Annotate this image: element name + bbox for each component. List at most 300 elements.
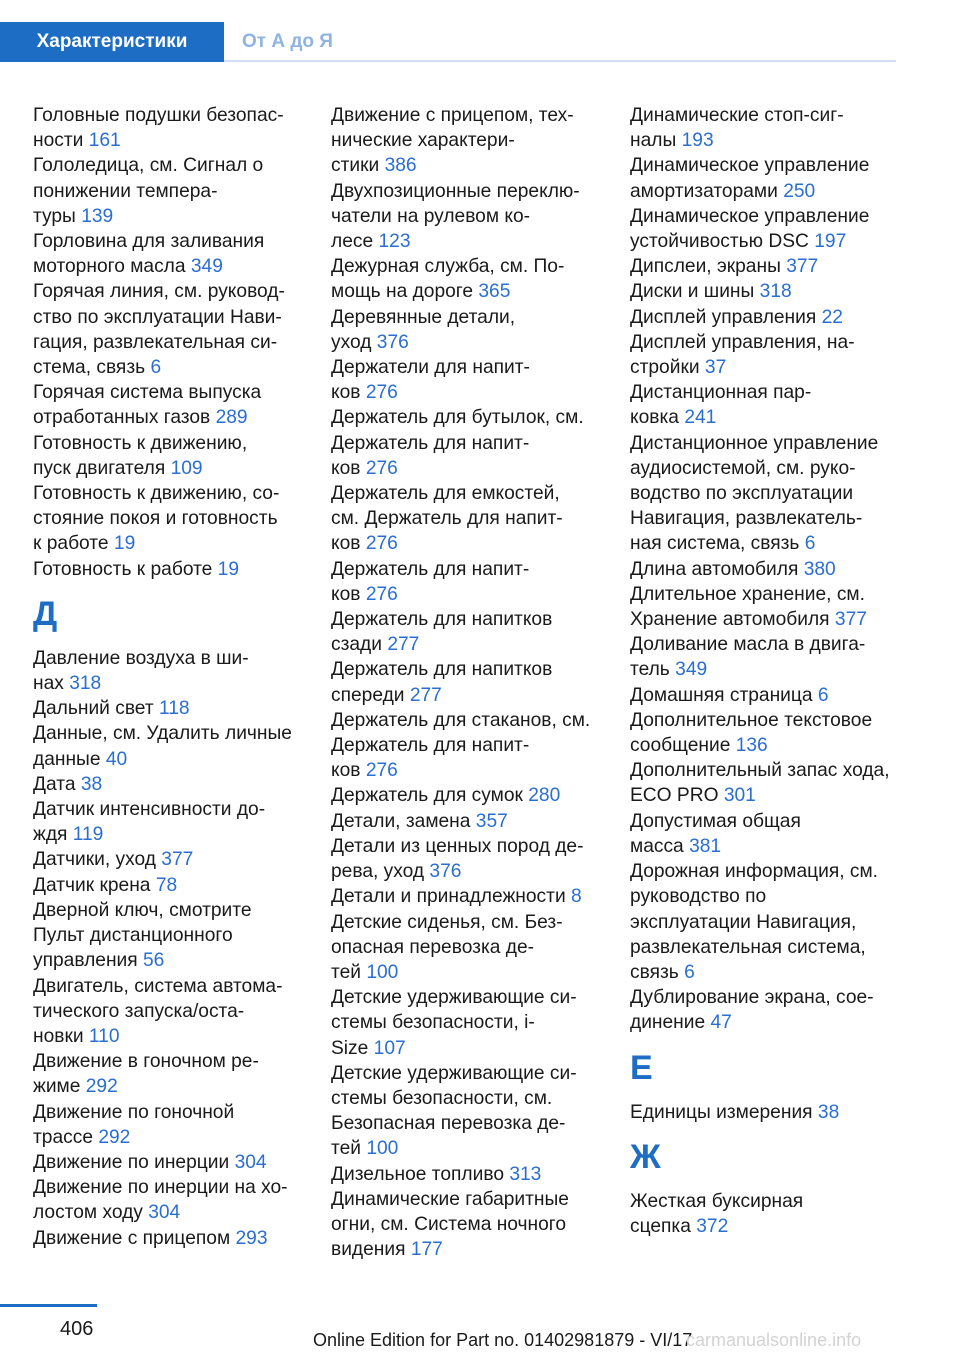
page-link[interactable]: 161 [88,130,121,152]
entry-text: Динамическое управление [630,155,870,177]
page-link[interactable]: 107 [373,1037,406,1059]
page-link[interactable]: 276 [365,533,398,555]
entry-text: Жесткая буксирная [630,1190,804,1212]
page-link[interactable]: 40 [105,748,128,770]
page-link[interactable]: 318 [69,673,102,695]
entry-text: жиме [33,1076,81,1098]
entry-text: Готовность к движению, [33,432,248,454]
index-entry [630,935,920,960]
index-entry [33,1150,323,1175]
index-entry [33,456,323,481]
page-link[interactable]: 386 [384,155,417,177]
entry-text: огни, см. Система ночного [331,1213,567,1235]
index-entry [33,1175,323,1200]
entry-text: налы [630,130,677,152]
index-entry [331,355,621,380]
entry-text: Деревянные детали, [331,306,516,328]
index-entry [630,557,920,582]
index-entry [630,330,920,355]
index-entry [33,380,323,405]
entry-text: ков [331,457,361,479]
index-entry [33,671,323,696]
section-letter: Е [630,1048,653,1087]
entry-text: Дополнительный запас хода, [630,760,890,782]
index-entry [33,279,323,304]
index-entry [331,1036,621,1061]
entry-text: Навигация, развлекатель- [630,508,863,530]
page-link[interactable]: 177 [410,1239,443,1261]
footer-accent-line [0,1304,97,1307]
entry-text: Домашняя страница [630,684,813,706]
page-link[interactable]: 376 [376,331,409,353]
index-entry [33,103,323,128]
index-entry [331,1212,621,1237]
page-link[interactable]: 19 [113,533,136,555]
index-entry [331,179,621,204]
entry-text: Пульт дистанционного [33,925,233,947]
page-link[interactable]: 47 [710,1012,732,1034]
entry-text: гация, развлекательная си- [33,331,278,353]
entry-text: Детские удерживающие си- [331,1062,577,1084]
entry-text: моторного масла [33,256,186,278]
index-entry [331,279,621,304]
entry-text: опасная перевозка де- [331,936,535,958]
page-link[interactable]: 304 [148,1202,181,1224]
entry-text: Готовность к движению, со- [33,483,280,505]
page-link[interactable]: 109 [170,457,203,479]
index-entry [331,254,621,279]
index-entry [33,1125,323,1150]
page-link[interactable]: 241 [684,407,717,429]
page-link[interactable]: 119 [72,824,104,846]
page-link[interactable]: 372 [696,1215,729,1237]
entry-text: Дверной ключ, смотрите [33,899,252,921]
entry-text: отработанных газов [33,407,211,429]
index-entry [33,1100,323,1125]
index-entry [630,153,920,178]
index-entry [33,204,323,229]
index-entry [331,103,621,128]
page-link[interactable]: 100 [366,961,399,983]
entry-text: Дизельное топливо [331,1163,504,1185]
index-column-3 [630,103,920,1239]
page-link[interactable]: 276 [365,457,398,479]
index-entry [630,380,920,405]
entry-text: Дата [33,773,76,795]
entry-text: Датчик крена [33,874,151,896]
entry-text: ков [331,760,361,782]
entry-text: Данные, см. Удалить личные [33,723,292,745]
index-entry [630,405,920,430]
index-column-2 [331,103,621,1262]
entry-text: Динамическое управление [630,205,870,227]
index-entry [630,305,920,330]
index-entry [630,456,920,481]
index-entry [630,204,920,229]
index-entry [331,985,621,1010]
index-entry [33,1024,323,1049]
entry-text: Держатель для напит- [331,558,530,580]
index-entry [33,1074,323,1099]
index-entry [630,758,920,783]
entry-text: масса [630,835,684,857]
index-entry [33,1200,323,1225]
entry-text: связь [630,961,679,983]
entry-text: аудиосистемой, см. руко- [630,457,856,479]
page-header [0,0,960,62]
entry-text: Детали, замена [331,810,471,832]
page-link[interactable]: 110 [88,1025,120,1047]
page-link[interactable]: 365 [478,281,511,303]
entry-text: ство по эксплуатации Нави- [33,306,282,328]
index-entry [331,708,621,733]
index-entry [33,128,323,153]
entry-text: ковка [630,407,679,429]
entry-text: Динамические габаритные [331,1188,569,1210]
index-entry [331,733,621,758]
index-entry [630,607,920,632]
entry-text: Диски и шины [630,281,755,303]
index-entry [630,229,920,254]
index-entry [630,809,920,834]
entry-text: Движение с прицепом [33,1227,231,1249]
entry-text: нах [33,673,64,695]
entry-text: Длина автомобиля [630,558,799,580]
entry-text: Дистанционная пар- [630,382,812,404]
entry-text: стояние покоя и готовность [33,508,278,530]
index-entry [33,405,323,430]
page-link[interactable]: 37 [704,357,727,379]
index-entry [33,355,323,380]
index-entry [33,646,323,671]
entry-text: Держатель для напит- [331,432,530,454]
page-link[interactable]: 349 [675,659,708,681]
index-entry [331,1086,621,1111]
index-entry [331,783,621,808]
index-entry [33,797,323,822]
entry-text: Держатель для напитков [331,609,553,631]
entry-text: Дежурная служба, см. По- [331,256,565,278]
entry-text: лесе [331,231,374,253]
index-entry [331,582,621,607]
index-entry [33,330,323,355]
page-link[interactable]: 56 [143,950,165,972]
entry-text: Головные подушки безопас- [33,105,284,126]
entry-text: Держатель для напит- [331,735,530,757]
index-entry [33,721,323,746]
entry-text: Горловина для заливания [33,231,265,253]
index-entry [33,898,323,923]
entry-text: ности [33,130,84,152]
page-link[interactable]: 38 [817,1101,840,1123]
entry-text: туры [33,205,76,227]
entry-text: данные [33,748,101,770]
index-entry [33,153,323,178]
index-entry [630,355,920,380]
entry-text: Движение по инерции на хо- [33,1177,288,1199]
page-link[interactable]: 313 [509,1163,542,1185]
page-link[interactable]: 19 [217,558,240,580]
index-entry [331,531,621,556]
index-entry [331,1237,621,1262]
index-entry [33,822,323,847]
index-entry [630,481,920,506]
index-entry [331,229,621,254]
entry-text: управления [33,950,138,972]
page-link[interactable]: 276 [365,382,398,404]
index-entry [630,179,920,204]
entry-text: Готовность к работе [33,558,213,580]
index-entry [331,1162,621,1187]
entry-text: Держатель для напитков [331,659,553,681]
index-entry [33,747,323,772]
page-link[interactable]: 304 [234,1151,267,1173]
page-link[interactable]: 377 [834,609,867,631]
page-link[interactable]: 78 [155,874,178,896]
page-link[interactable]: 197 [814,231,847,253]
entry-text: Длительное хранение, см. [630,583,865,605]
entry-text: Хранение автомобиля [630,609,830,631]
entry-text: ная система, связь [630,533,800,555]
page-link[interactable]: 193 [681,130,714,152]
index-entry [33,974,323,999]
entry-text: Детали и принадлежности [331,886,566,908]
page-link[interactable]: 277 [409,684,442,706]
page-link[interactable]: 293 [235,1227,268,1249]
index-entry [331,758,621,783]
page-link[interactable]: 276 [365,583,398,605]
page-link[interactable]: 123 [378,231,411,253]
entry-text: устойчивостью DSC [630,231,809,253]
entry-text: водство по эксплуатации [630,483,854,505]
page-link[interactable]: 292 [98,1126,131,1148]
entry-text: мощь на дороге [331,281,474,303]
entry-text: Держатель для стаканов, см. [331,709,591,731]
index-entry [630,884,920,909]
entry-text: тического запуска/оста- [33,1000,245,1022]
entry-text: Гололедица, см. Сигнал о [33,155,264,177]
page-link[interactable]: 381 [689,835,722,857]
entry-text: сообщение [630,735,731,757]
index-entry [331,683,621,708]
page-link[interactable]: 250 [783,180,816,202]
page-link[interactable]: 100 [366,1138,399,1160]
entry-text: сцепка [630,1215,691,1237]
entry-text: Движение с прицепом, тех- [331,105,574,126]
index-entry [630,254,920,279]
entry-text: стики [331,155,380,177]
entry-text: руководство по [630,886,767,908]
index-entry [630,1189,920,1214]
page-link[interactable]: 376 [429,861,462,883]
index-entry [630,960,920,985]
entry-text: Двигатель, система автома- [33,975,283,997]
entry-text: Дорожная информация, см. [630,861,879,883]
entry-text: Дисплей управления [630,306,817,328]
entry-text: развлекательная система, [630,936,866,958]
entry-text: лостом ходу [33,1202,143,1224]
entry-text: Дисплей управления, на- [630,331,855,353]
entry-text: рева, уход [331,861,425,883]
page-link[interactable]: 8 [571,886,582,908]
entry-text: пуск двигателя [33,457,166,479]
page-link[interactable]: 377 [786,256,819,278]
entry-text: спереди [331,684,405,706]
index-entry [630,582,920,607]
index-entry [331,128,621,153]
index-entry [331,1010,621,1035]
entry-text: Дипслеи, экраны [630,256,781,278]
index-entry [331,1136,621,1161]
entry-text: понижении темпера- [33,180,218,202]
entry-text: Детские удерживающие си- [331,987,577,1009]
entry-text: Держатель для бутылок, см. [331,407,584,429]
section-letter: Д [33,594,58,633]
page-link[interactable]: 318 [759,281,792,303]
page-link[interactable]: 277 [387,634,420,656]
page-link[interactable]: 276 [365,760,398,782]
index-entry [331,834,621,859]
entry-text: амортизаторами [630,180,778,202]
index-entry [630,1010,920,1035]
entry-text: сзади [331,634,382,656]
page-link[interactable]: 136 [735,735,768,757]
entry-text: динение [630,1012,706,1034]
entry-text: тей [331,961,361,983]
entry-text: стройки [630,357,700,379]
index-entry [331,431,621,456]
index-entry [33,1049,323,1074]
entry-text: ков [331,583,361,605]
index-entry [331,607,621,632]
entry-text: Держатель для емкостей, [331,483,560,505]
index-entry [331,809,621,834]
index-entry [331,153,621,178]
index-entry [630,683,920,708]
entry-text: Движение по гоночной [33,1101,235,1123]
entry-text: Датчик интенсивности до- [33,799,266,821]
index-entry [630,531,920,556]
index-entry [630,657,920,682]
page-link[interactable]: 22 [821,306,843,328]
page-link[interactable]: 292 [85,1076,118,1098]
entry-text: стемы безопасности, i- [331,1012,535,1034]
index-entry [331,960,621,985]
page-link[interactable]: 6 [817,684,829,706]
index-entry [630,733,920,758]
index-entry [630,910,920,935]
entry-text: Детские сиденья, см. Без- [331,911,563,933]
tab-characteristics[interactable]: Характеристики [0,22,224,62]
page-link[interactable]: 280 [528,785,561,807]
index-entry [33,847,323,872]
entry-text: Горячая линия, см. руковод- [33,281,285,303]
index-entry [331,305,621,330]
page-link[interactable]: 6 [684,961,695,983]
entry-text: Динамические стоп-сиг- [630,105,844,126]
index-entry [33,772,323,797]
entry-text: Доливание масла в двига- [630,634,866,656]
entry-text: Двухпозиционные переклю- [331,180,580,202]
index-entry [630,128,920,153]
page-link[interactable]: 38 [80,773,103,795]
index-entry [33,481,323,506]
entry-text: Датчики, уход [33,849,156,871]
page-link[interactable]: 349 [190,256,223,278]
index-entry [331,506,621,531]
page-link[interactable]: 289 [215,407,248,429]
page-link[interactable]: 118 [158,698,190,720]
entry-text: тей [331,1138,361,1160]
index-entry [331,380,621,405]
index-entry [33,1226,323,1251]
tab-a-to-z[interactable]: От А до Я [242,31,333,52]
entry-text: Давление воздуха в ши- [33,647,249,669]
entry-text: стема, связь [33,357,146,379]
entry-text: Единицы измерения [630,1101,813,1123]
entry-text: ков [331,382,361,404]
index-entry [33,506,323,531]
index-entry [630,1100,920,1125]
watermark: carmanualsonline.info [686,1330,862,1350]
index-entry [630,431,920,456]
entry-text: Движение по инерции [33,1151,230,1173]
index-entry [33,948,323,973]
entry-text: новки [33,1025,84,1047]
index-entry [33,557,323,582]
index-entry [33,873,323,898]
header-divider [224,60,896,62]
entry-text: Движение в гоночном ре- [33,1051,259,1073]
page-number: 406 [60,1318,94,1340]
index-entry [331,481,621,506]
index-entry [331,1187,621,1212]
index-entry [331,330,621,355]
page-link[interactable]: 139 [81,205,114,227]
entry-text: к работе [33,533,109,555]
index-entry [33,254,323,279]
index-entry [33,305,323,330]
page-link[interactable]: 301 [723,785,756,807]
index-entry [630,632,920,657]
entry-text: ждя [33,824,68,846]
entry-text: см. Держатель для напит- [331,508,563,530]
index-entry [630,279,920,304]
index-entry [331,456,621,481]
entry-text: ков [331,533,361,555]
entry-text: Держатель для сумок [331,785,523,807]
page-link[interactable]: 377 [161,849,194,871]
page-link[interactable]: 357 [475,810,508,832]
index-entry [630,859,920,884]
index-entry [33,431,323,456]
page-link[interactable]: 6 [804,533,816,555]
index-entry [331,1111,621,1136]
entry-text: Горячая система выпуска [33,382,262,404]
index-entry [630,103,920,128]
entry-text: уход [331,331,372,353]
entry-text: Детали из ценных пород де- [331,835,584,857]
index-entry [331,405,621,430]
page-link[interactable]: 6 [150,357,162,379]
entry-text: видения [331,1239,406,1261]
entry-text: Держатели для напит- [331,357,530,379]
entry-text: Допустимая общая [630,810,801,832]
page-link[interactable]: 380 [803,558,836,580]
section-letter: Ж [630,1137,661,1176]
index-entry [33,531,323,556]
index-entry [331,1061,621,1086]
